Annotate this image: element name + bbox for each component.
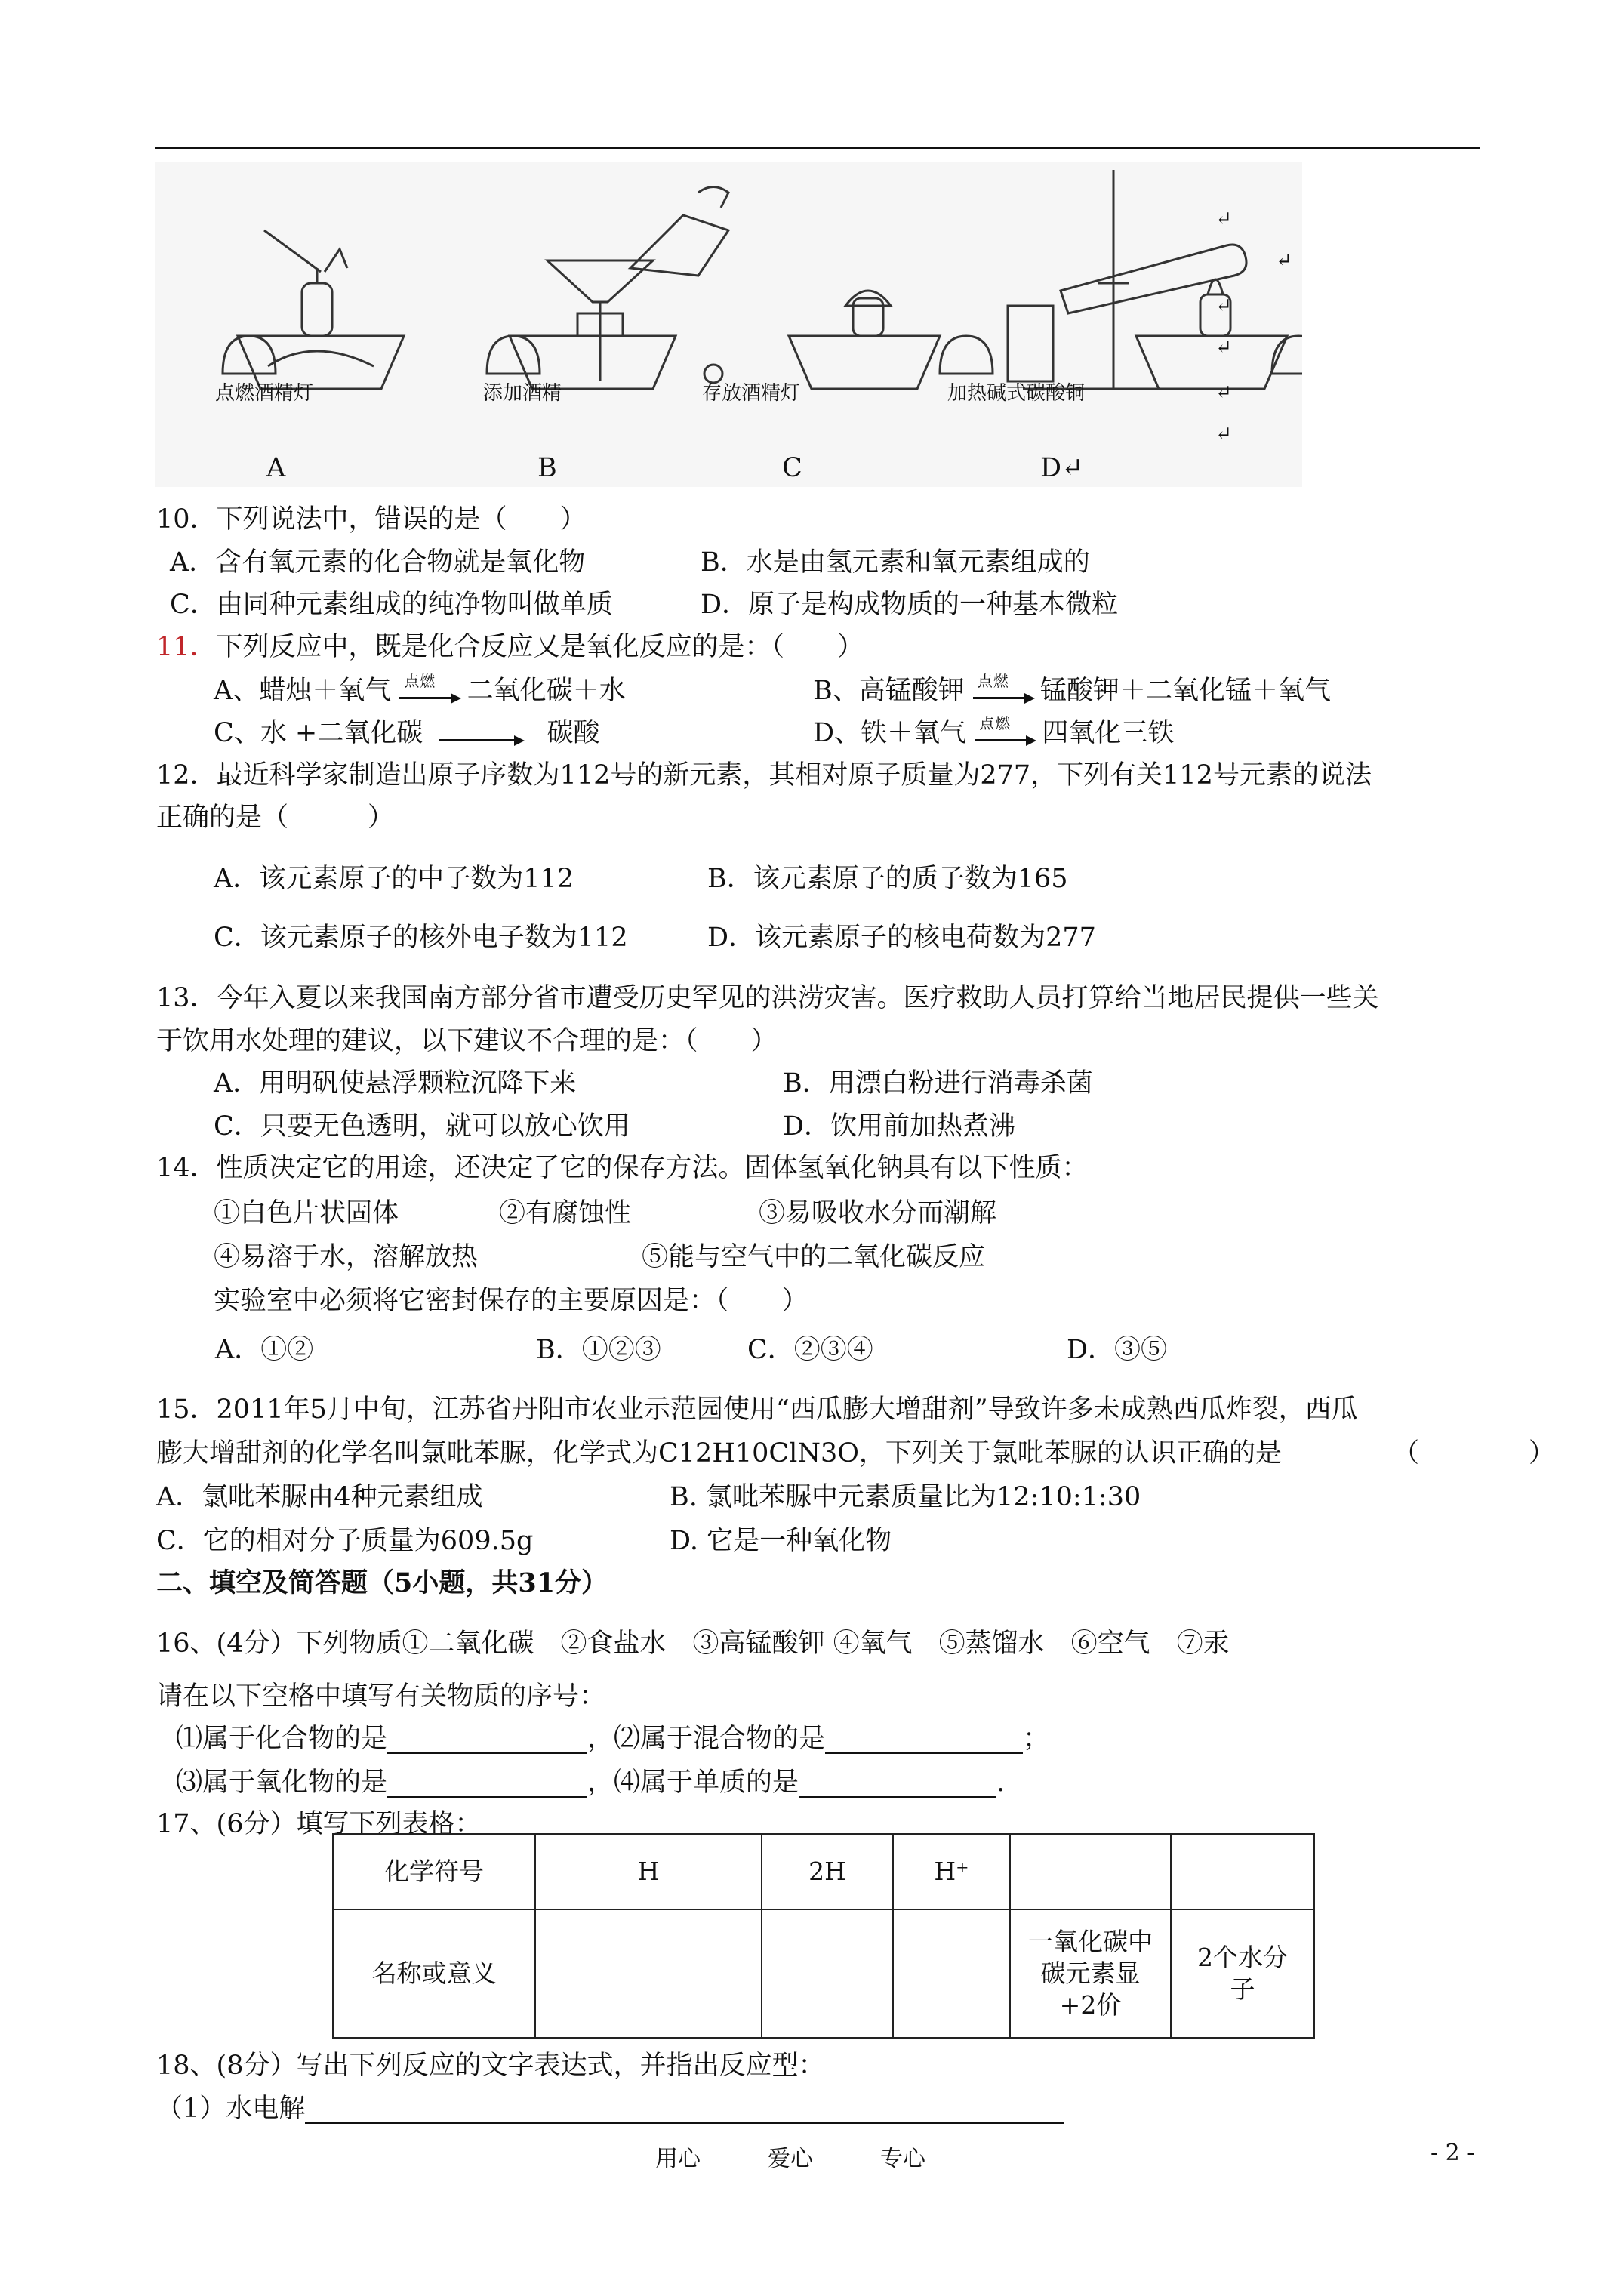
return-mark: ↵ [1215, 423, 1232, 445]
page-number: - 2 - [1431, 2140, 1475, 2166]
section-heading: 二、填空及简答题（5小题，共31分） [156, 1567, 608, 1598]
q11-option-a [214, 671, 626, 706]
q12-option-d: D．该元素原子的核电荷数为277 [707, 923, 1096, 953]
return-mark: ↵ [1215, 336, 1232, 359]
q11-option-d [813, 713, 1175, 748]
q16-row2 [176, 1767, 1005, 1798]
q14-property-1: ①白色片状固体 [214, 1198, 399, 1228]
q14-option-a: A．①② [215, 1335, 314, 1365]
q16-mixture-label: ，⑵属于混合物的是 [587, 1724, 826, 1754]
q10-stem: 10．下列说法中，错误的是（ ） [156, 504, 587, 535]
header-rule [155, 147, 1480, 149]
q14-option-b: B．①②③ [536, 1335, 661, 1365]
meaning-cell[interactable] [762, 1909, 893, 2038]
q15-answer-paren-open: （ [1393, 1438, 1420, 1469]
q16-element-label: ，⑷属于单质的是 [587, 1767, 799, 1798]
q15-option-a: A．氯吡苯脲由4种元素组成 [156, 1482, 483, 1512]
q13-option-d: D．饮用前加热煮沸 [783, 1111, 1016, 1142]
symbol-cell[interactable] [1010, 1834, 1171, 1909]
table-row [333, 1834, 1314, 1909]
figure-caption-a: 点燃酒精灯 [215, 382, 314, 405]
q11-option-c [214, 718, 600, 748]
table-header-symbol: 化学符号 [333, 1834, 535, 1909]
q13-option-b: B．用漂白粉进行消毒杀菌 [783, 1068, 1093, 1099]
q11-stem [156, 632, 864, 662]
figure-letter-b: B [537, 453, 557, 483]
q16-row1-end: ； [1023, 1724, 1050, 1754]
return-mark: ↵ [1215, 294, 1232, 317]
symbol-cell[interactable] [1171, 1834, 1314, 1909]
q18-item1 [156, 2094, 1064, 2124]
reaction-condition: 点燃 [977, 671, 1009, 690]
q11-b-products: 锰酸钾＋二氧化锰＋氧气 [1040, 676, 1332, 706]
q15-option-b: B. 氯吡苯脲中元素质量比为12:10:1:30 [670, 1482, 1141, 1512]
q18-item1-blank[interactable] [305, 2097, 1064, 2124]
q16-oxide-blank[interactable] [387, 1771, 587, 1798]
meaning-cell: 一氧化碳中碳元素显+2价 [1010, 1909, 1171, 2038]
meaning-cell[interactable] [893, 1909, 1010, 2038]
q10-option-c: C．由同种元素组成的纯净物叫做单质 [170, 590, 613, 620]
meaning-cell: 2个水分子 [1171, 1909, 1314, 2038]
symbol-cell: H [535, 1834, 762, 1909]
table-row [333, 1909, 1314, 2038]
return-mark: ↵ [1215, 381, 1232, 404]
q11-c-reactants: C、水 +二氧化碳 [214, 718, 423, 748]
q14-option-c: C．②③④ [747, 1335, 873, 1365]
q14-property-4: ④易溶于水，溶解放热 [214, 1242, 479, 1272]
q12-option-c: C．该元素原子的核外电子数为112 [214, 923, 628, 953]
q11-a-products: 二氧化碳＋水 [467, 676, 626, 706]
q12-option-a: A．该元素原子的中子数为112 [214, 864, 574, 894]
reaction-arrow [973, 671, 1032, 704]
q11-d-reactants: D、铁＋氧气 [813, 718, 967, 748]
reaction-arrow [975, 713, 1033, 746]
figure-caption-d: 加热碱式碳酸铜 [947, 382, 1086, 405]
q14-stem: 14．性质决定它的用途，还决定了它的保存方法。固体氢氧化钠具有以下性质： [156, 1153, 1089, 1183]
q14-option-d: D．③⑤ [1067, 1335, 1168, 1365]
q16-instruction: 请在以下空格中填写有关物质的序号： [156, 1681, 606, 1712]
q15-stem-line2: 膨大增甜剂的化学名叫氯吡苯脲，化学式为C12H10ClN3O，下列关于氯吡苯脲的认识正确的是 [156, 1438, 1282, 1469]
q14-ask: 实验室中必须将它密封保存的主要原因是：（ ） [214, 1286, 808, 1316]
footer-motto-1: 用心 [655, 2146, 701, 2172]
q16-row2-end: . [996, 1767, 1006, 1798]
q11-a-reactants: A、蜡烛＋氧气 [214, 676, 392, 706]
q12-stem-line1: 12．最近科学家制造出原子序数为112号的新元素，其相对原子质量为277，下列有关112号元素的说法 [156, 760, 1372, 791]
q11-number: 11． [156, 632, 217, 662]
q15-answer-paren-close: ） [1529, 1438, 1556, 1469]
figure-caption-c: 存放酒精灯 [702, 382, 801, 405]
figure-caption-b: 添加酒精 [483, 382, 562, 405]
reaction-condition: 点燃 [404, 671, 436, 690]
footer-motto-3: 专心 [880, 2146, 925, 2172]
return-mark: ↵ [1215, 208, 1232, 230]
symbol-cell: 2H [762, 1834, 893, 1909]
q13-stem-line1: 13．今年入夏以来我国南方部分省市遭受历史罕见的洪涝灾害。医疗救助人员打算给当地居民提供一些关 [156, 983, 1379, 1013]
q15-option-c: C．它的相对分子质量为609.5g [156, 1526, 534, 1556]
q16-row1 [176, 1724, 1049, 1754]
q13-option-c: C．只要无色透明，就可以放心饮用 [214, 1111, 630, 1142]
q16-stem: 16、(4分）下列物质①二氧化碳 ②食盐水 ③高锰酸钾 ④氧气 ⑤蒸馏水 ⑥空气 ⑦汞 [156, 1629, 1230, 1659]
q11-d-products: 四氧化三铁 [1042, 718, 1175, 748]
q14-property-3: ③易吸收水分而潮解 [759, 1198, 997, 1228]
lab-figure [155, 162, 1302, 487]
q16-compound-label: ⑴属于化合物的是 [176, 1724, 388, 1754]
figure-letter-a: A [266, 453, 286, 483]
q10-option-a: A．含有氧元素的化合物就是氧化物 [170, 547, 586, 578]
q14-property-2: ②有腐蚀性 [499, 1198, 632, 1228]
q11-b-reactants: B、高锰酸钾 [813, 676, 965, 706]
q18-item1-label: （1）水电解 [156, 2094, 306, 2124]
q14-property-5: ⑤能与空气中的二氧化碳反应 [642, 1242, 986, 1272]
reaction-condition: 点燃 [979, 713, 1012, 732]
q17-table [332, 1833, 1315, 2039]
q12-option-b: B．该元素原子的质子数为165 [707, 864, 1068, 894]
q11-text: 下列反应中，既是化合反应又是氧化反应的是：（ ） [216, 632, 864, 662]
return-mark: ↵ [1276, 249, 1292, 272]
figure-letter-d: D↵ [1040, 453, 1084, 483]
q16-element-blank[interactable] [799, 1771, 996, 1798]
q18-stem: 18、(8分）写出下列反应的文字表达式，并指出反应型： [156, 2051, 825, 2081]
q16-compound-blank[interactable] [387, 1727, 587, 1754]
q15-stem-line1: 15．2011年5月中旬，江苏省丹阳市农业示范园使用“西瓜膨大增甜剂”导致许多未成熟西瓜炸裂，西瓜 [156, 1395, 1358, 1425]
q10-option-b: B．水是由氢元素和氧元素组成的 [701, 547, 1090, 578]
q11-c-products: 碳酸 [547, 718, 600, 748]
q12-stem-line2: 正确的是（ ） [156, 803, 395, 833]
reaction-arrow [439, 723, 522, 746]
q17-stem: 17、(6分）填写下列表格： [156, 1809, 482, 1839]
footer-motto-2: 爱心 [768, 2146, 813, 2172]
q13-option-a: A．用明矾使悬浮颗粒沉降下来 [214, 1068, 577, 1099]
q10-option-d: D．原子是构成物质的一种基本微粒 [701, 590, 1119, 620]
q15-option-d: D. 它是一种氧化物 [670, 1526, 892, 1556]
lab-apparatus-illustration [155, 162, 1302, 487]
q13-stem-line2: 于饮用水处理的建议，以下建议不合理的是：（ ） [156, 1026, 778, 1056]
reaction-arrow [399, 671, 458, 704]
q11-option-b [813, 671, 1332, 706]
meaning-cell[interactable] [535, 1909, 762, 2038]
table-header-meaning: 名称或意义 [333, 1909, 535, 2038]
q16-mixture-blank[interactable] [825, 1727, 1023, 1754]
figure-letter-c: C [782, 453, 802, 483]
symbol-cell: H⁺ [893, 1834, 1010, 1909]
q16-oxide-label: ⑶属于氧化物的是 [176, 1767, 388, 1798]
